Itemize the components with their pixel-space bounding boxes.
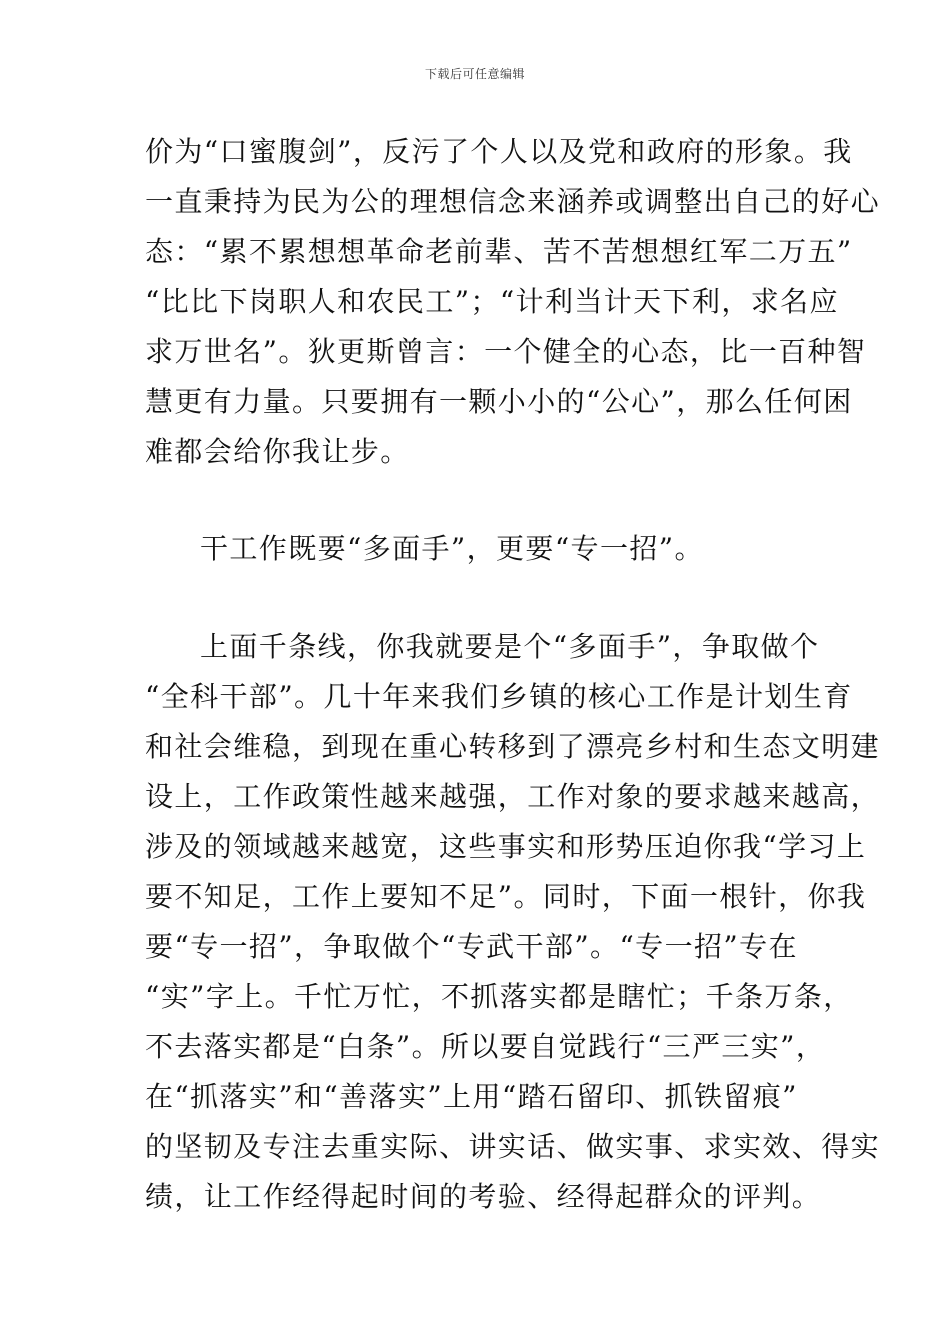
text-line: 求万世名”。狄更斯曾言：一个健全的心态，比一百种智 xyxy=(145,335,867,368)
text-line: 在“抓落实”和“善落实”上用“踏石留印、抓铁留痕” xyxy=(145,1080,798,1113)
text-line: 不去落实都是“白条”。所以要自觉践行“三严三实”， xyxy=(145,1030,826,1063)
text-line: 态：“累不累想想革命老前辈、苦不苦想想红军二万五” xyxy=(145,235,853,268)
text-line: “比比下岗职人和农民工”；“计利当计天下利，求名应 xyxy=(145,285,839,318)
text-line: 慧更有力量。只要拥有一颗小小的“公心”，那么任何困 xyxy=(145,385,853,418)
text-line: 绩，让工作经得起时间的考验、经得起群众的评判。 xyxy=(145,1180,822,1213)
text-line: 要不知足，工作上要知不足”。同时，下面一根针，你我 xyxy=(145,880,867,913)
text-line: 的坚韧及专注去重实际、讲实话、做实事、求实效、得实 xyxy=(145,1130,881,1163)
section-heading: 干工作既要“多面手”，更要“专一招”。 xyxy=(200,532,704,565)
text-line: 要“专一招”，争取做个“专武干部”。“专一招”专在 xyxy=(145,930,798,963)
text-line: 设上，工作政策性越来越强，工作对象的要求越来越高， xyxy=(145,780,881,813)
text-line: 难都会给你我让步。 xyxy=(145,435,410,468)
text-line: 涉及的领域越来越宽，这些事实和形势压迫你我“学习上 xyxy=(145,830,867,863)
text-line: 上面千条线，你我就要是个“多面手”，争取做个 xyxy=(200,630,820,663)
page-header: 下载后可任意编辑 xyxy=(424,67,525,81)
text-line: “实”字上。千忙万忙，不抓落实都是瞎忙；千条万条， xyxy=(145,980,853,1013)
text-line: “全科干部”。几十年来我们乡镇的核心工作是计划生育 xyxy=(145,680,853,713)
text-line: 一直秉持为民为公的理想信念来涵养或调整出自己的好心 xyxy=(145,185,881,218)
text-line: 和社会维稳，到现在重心转移到了漂亮乡村和生态文明建 xyxy=(145,730,881,763)
text-line: 价为“口蜜腹剑”，反污了个人以及党和政府的形象。我 xyxy=(145,135,853,168)
